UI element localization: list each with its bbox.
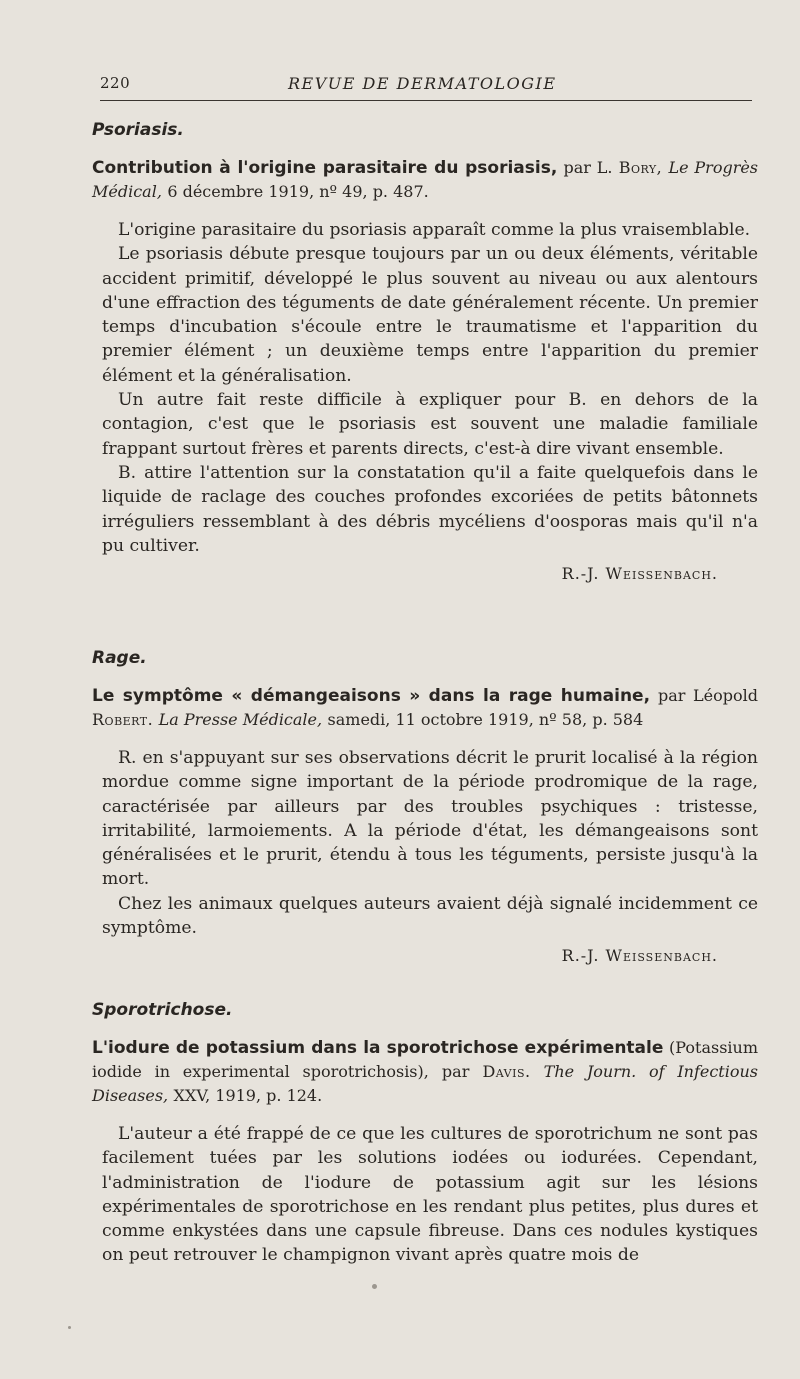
running-header — [100, 74, 752, 101]
paragraph: Un autre fait reste difficile à expliquer pour B. en dehors de la contagion, c'est que le psoriasis est souvent une maladie familiale frappant surtout frères et parents directs, c'est-à dire vivant ensemble. — [102, 390, 758, 459]
article-heading — [92, 1036, 758, 1108]
author-prefix: par — [441, 1062, 470, 1081]
paragraph: B. attire l'attention sur la constatation qu'il a faite quelquefois dans le liquide de raclage des couches profondes excoriées de petits bâtonnets irréguliers ressemblant à des débris mycéliens d'oosporas mais qu'il n'a pu cultiver. — [102, 462, 758, 556]
signature: R.-J. Weissenbach. — [561, 946, 718, 966]
citation-details: XXV, 1919, p. 124. — [173, 1086, 323, 1105]
section-rage — [88, 648, 758, 965]
journal-name: Le Progrès Médical, — [92, 158, 759, 201]
article-heading — [92, 156, 758, 204]
section-title: Rage. — [92, 648, 147, 668]
article-title: Contribution à l'origine parasitaire du psoriasis, — [92, 158, 558, 178]
journal-title: REVUE DE DERMATOLOGIE — [288, 74, 557, 93]
article-subtitle: (Potassium iodide in experimental sporotrichosis), — [92, 1038, 758, 1081]
section-title: Sporotrichose. — [92, 1000, 233, 1020]
author-name: Davis. — [482, 1062, 531, 1081]
section-title: Psoriasis. — [92, 120, 184, 140]
section-sporotrichose — [88, 1000, 758, 1268]
journal-name: La Presse Médicale, — [158, 710, 323, 729]
author-prefix: par L. — [563, 158, 613, 177]
article-title: Le symptôme « démangeaisons » dans la rage humaine, — [92, 686, 651, 706]
paragraph: Le psoriasis débute presque toujours par un ou deux éléments, véritable accident primitif, développé le plus souvent au niveau ou aux alentours d'une effraction des téguments de date généralement récente. Un premier temps d'incubation s'écoule entre le traumatisme et l'apparition du premier élément ; un deuxième temps entre l'apparition du premier élément et la généralisation. — [102, 244, 758, 386]
journal-name: The Journ. of Infectious Diseases, — [92, 1062, 758, 1105]
print-speck — [68, 1326, 71, 1329]
author-prefix: par Léopold — [657, 686, 758, 705]
paragraph: Chez les animaux quelques auteurs avaient déjà signalé incidemment ce symptôme. — [102, 893, 758, 939]
signature: R.-J. Weissenbach. — [561, 564, 718, 584]
author-name: Robert. — [92, 710, 154, 729]
citation-details: samedi, 11 octobre 1919, nº 58, p. 584 — [327, 710, 644, 729]
article-title: L'iodure de potassium dans la sporotrichose expérimentale — [92, 1038, 664, 1058]
section-psoriasis — [88, 120, 758, 583]
print-speck — [372, 1284, 377, 1289]
article-heading — [92, 684, 758, 732]
author-name: Bory, — [618, 158, 663, 177]
paragraph: L'origine parasitaire du psoriasis apparaît comme la plus vraisemblable. — [118, 220, 751, 240]
page-number: 220 — [100, 74, 131, 92]
paragraph: L'auteur a été frappé de ce que les cultures de sporotrichum ne sont pas facilement tuées par les solutions iodées ou iodurées. Cependant, l'administration de l'iodure de potassium agit sur les lésions expérimentales de sporotrichose en les rendant plus petites, plus dures et comme enkystées dans une capsule fibreuse. Dans ces nodules kystiques on peut retrouver le champignon vivant après quatre mois de — [102, 1124, 758, 1266]
citation-details: 6 décembre 1919, nº 49, p. 487. — [167, 182, 429, 201]
paragraph: R. en s'appuyant sur ses observations décrit le prurit localisé à la région mordue comme signe important de la période prodromique de la rage, caractérisée par ailleurs par des troubles psychiques : tristesse, irritabilité, larmoiements. A la période d'état, les démangeaisons sont généralisées et le prurit, étendu à tous les téguments, persiste jusqu'à la mort. — [102, 748, 758, 890]
